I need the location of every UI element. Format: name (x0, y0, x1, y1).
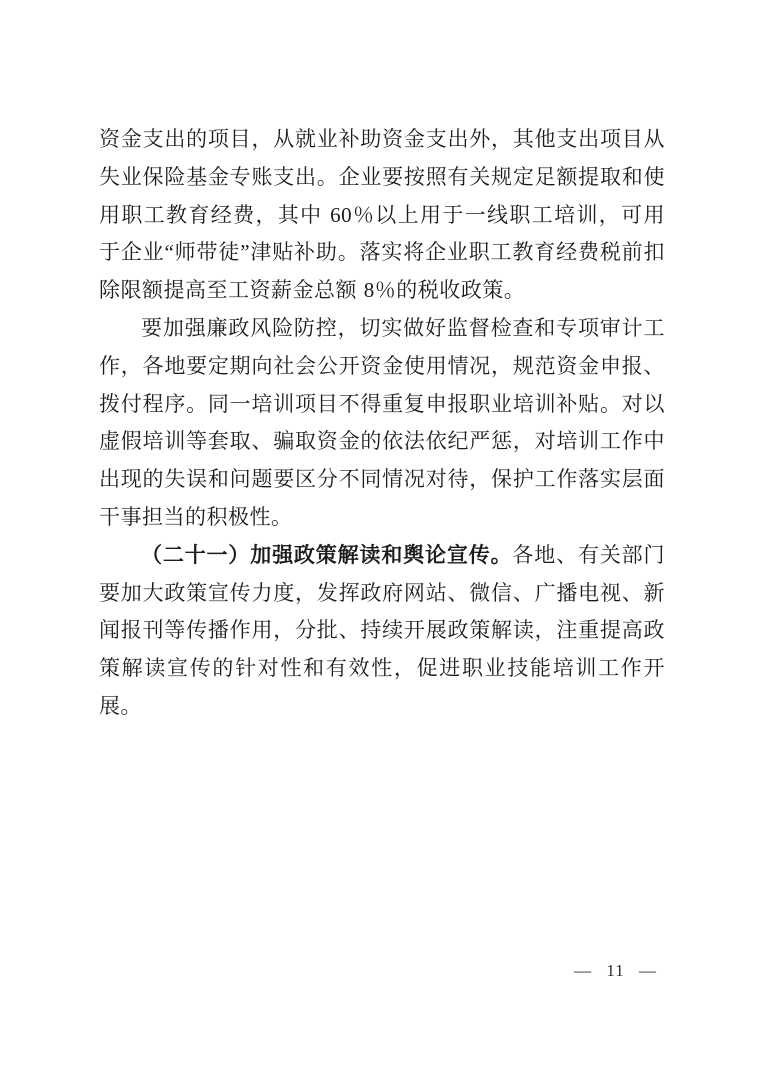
paragraph-continuation: 资金支出的项目，从就业补助资金支出外，其他支出项目从失业保险基金专账支出。企业要按照有关规定足额提取和使用职工教育经费，其中 60％以上用于一线职工培训，可用于企业“师带徒”津贴补助。落实将企业职工教育经费税前扣除限额提高至工资薪金总额 8％的税收政策。 (99, 127, 665, 303)
document-body (99, 121, 665, 726)
page-number: — 11 — (574, 961, 657, 980)
paragraph-supervision: 要加强廉政风险防控，切实做好监督检查和专项审计工作，各地要定期向社会公开资金使用情况，规范资金申报、拨付程序。同一培训项目不得重复申报职业培训补贴。对以虚假培训等套取、骗取资金的依法依纪严惩，对培训工作中出现的失误和问题要区分不同情况对待，保护工作落实层面干事担当的积极性。 (99, 315, 665, 529)
section-heading: （二十一）加强政策解读和舆论宣传。 (141, 542, 513, 567)
section-body-text: 各地、有关部门要加大政策宣传力度，发挥政府网站、微信、广播电视、新闻报刊等传播作用，分批、持续开展政策解读，注重提高政策解读宣传的针对性和有效性，促进职业技能培训工作开展。 (99, 542, 666, 718)
paragraph-section-21 (99, 537, 665, 726)
